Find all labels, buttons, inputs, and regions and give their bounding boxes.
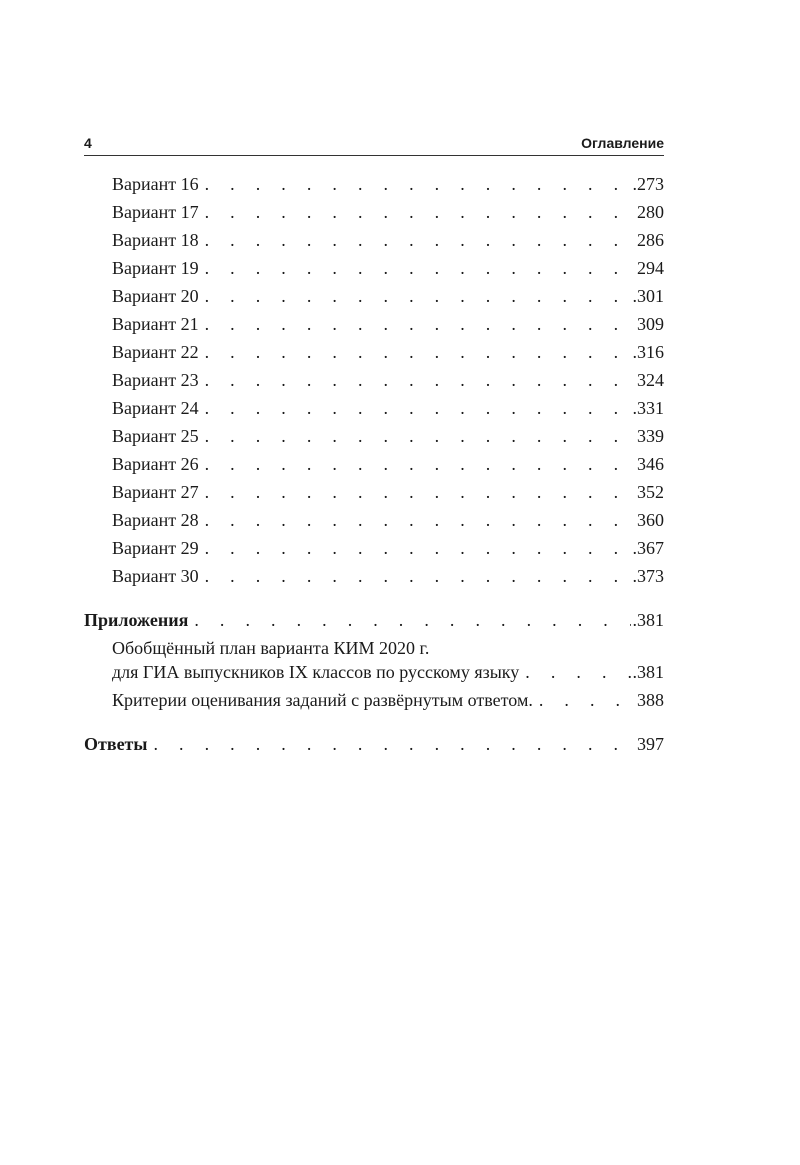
toc-entry-page: 286 — [637, 230, 664, 250]
dot-leader — [205, 310, 635, 338]
toc-entry-label: Вариант 28 — [112, 510, 199, 530]
toc-entry-page: 280 — [637, 202, 664, 222]
dot-leader — [205, 506, 635, 534]
toc-entry-page: 346 — [637, 454, 664, 474]
toc-entry-variant-24[interactable] — [84, 394, 664, 422]
dot-leader — [205, 562, 631, 590]
toc-entry-label-line2: для ГИА выпускников IX классов по русскому языку — [112, 662, 520, 682]
toc-entry-variant-23[interactable] — [84, 366, 664, 394]
dot-leader — [194, 606, 630, 634]
dot-leader — [205, 366, 635, 394]
toc-entry-page: .331 — [632, 398, 664, 418]
toc-entry-page: 397 — [637, 734, 664, 754]
running-header — [84, 133, 664, 156]
toc-entry-page: .381 — [632, 610, 664, 630]
page-number: 4 — [84, 135, 92, 151]
toc-entry-label: Вариант 16 — [112, 174, 199, 194]
toc-entry-page: 352 — [637, 482, 664, 502]
dot-leader — [539, 686, 635, 714]
toc-entry-answers[interactable] — [84, 730, 664, 758]
toc-entry-variant-16[interactable] — [84, 170, 664, 198]
toc-entry-label: Вариант 19 — [112, 258, 199, 278]
dot-leader — [205, 198, 635, 226]
toc-entry-appendix[interactable] — [84, 606, 664, 634]
toc-entry-page: 360 — [637, 510, 664, 530]
toc-entry-label: Вариант 26 — [112, 454, 199, 474]
toc-entry-variant-25[interactable] — [84, 422, 664, 450]
toc-entry-label: Вариант 29 — [112, 538, 199, 558]
toc-entry-page: 309 — [637, 314, 664, 334]
toc-section-label: Ответы — [84, 734, 148, 754]
toc-entry-variant-30[interactable] — [84, 562, 664, 590]
toc-entry-page: 339 — [637, 426, 664, 446]
toc-entry-variant-20[interactable] — [84, 282, 664, 310]
toc-entry-label: Вариант 24 — [112, 398, 199, 418]
toc-entry-variant-28[interactable] — [84, 506, 664, 534]
toc-entry-page: .373 — [632, 566, 664, 586]
toc-section-label: Приложения — [84, 610, 189, 630]
dot-leader — [205, 254, 635, 282]
running-title: Оглавление — [581, 135, 664, 151]
dot-leader — [205, 226, 635, 254]
toc-entry-page: .381 — [632, 662, 664, 682]
toc-entry-general-plan[interactable] — [84, 634, 664, 686]
toc-entry-variant-17[interactable] — [84, 198, 664, 226]
toc-entry-page: .367 — [632, 538, 664, 558]
dot-leader — [205, 478, 635, 506]
toc-entry-variant-19[interactable] — [84, 254, 664, 282]
toc-entry-label: Вариант 27 — [112, 482, 199, 502]
toc-entry-variant-27[interactable] — [84, 478, 664, 506]
dot-leader — [205, 170, 631, 198]
table-of-contents — [84, 170, 664, 758]
toc-entry-label: Вариант 21 — [112, 314, 199, 334]
toc-entry-label: Вариант 23 — [112, 370, 199, 390]
toc-entry-page: .301 — [632, 286, 664, 306]
dot-leader — [205, 338, 631, 366]
toc-entry-variant-26[interactable] — [84, 450, 664, 478]
toc-entry-label: Критерии оценивания заданий с развёрнутым ответом. — [112, 690, 533, 710]
dot-leader — [525, 658, 630, 686]
toc-entry-variant-22[interactable] — [84, 338, 664, 366]
section-spacer — [84, 714, 664, 730]
toc-entry-label: Вариант 18 — [112, 230, 199, 250]
toc-entry-label: Вариант 20 — [112, 286, 199, 306]
toc-entry-variant-21[interactable] — [84, 310, 664, 338]
toc-entry-page: .316 — [632, 342, 664, 362]
toc-entry-label-line2-row — [84, 658, 664, 686]
toc-entry-label: Вариант 17 — [112, 202, 199, 222]
toc-entry-label: Вариант 22 — [112, 342, 199, 362]
toc-entry-criteria[interactable] — [84, 686, 664, 714]
toc-entry-page: 388 — [637, 690, 664, 710]
dot-leader — [153, 730, 635, 758]
dot-leader — [205, 422, 635, 450]
toc-entry-page: 324 — [637, 370, 664, 390]
dot-leader — [205, 450, 635, 478]
section-spacer — [84, 590, 664, 606]
toc-entry-page: 294 — [637, 258, 664, 278]
dot-leader — [205, 394, 631, 422]
toc-entry-variant-18[interactable] — [84, 226, 664, 254]
toc-entry-label-line1: Обобщённый план варианта КИМ 2020 г. — [112, 638, 430, 658]
toc-entry-variant-29[interactable] — [84, 534, 664, 562]
dot-leader — [205, 282, 631, 310]
toc-entry-label: Вариант 30 — [112, 566, 199, 586]
dot-leader — [205, 534, 631, 562]
toc-entry-label: Вариант 25 — [112, 426, 199, 446]
toc-entry-page: .273 — [632, 174, 664, 194]
